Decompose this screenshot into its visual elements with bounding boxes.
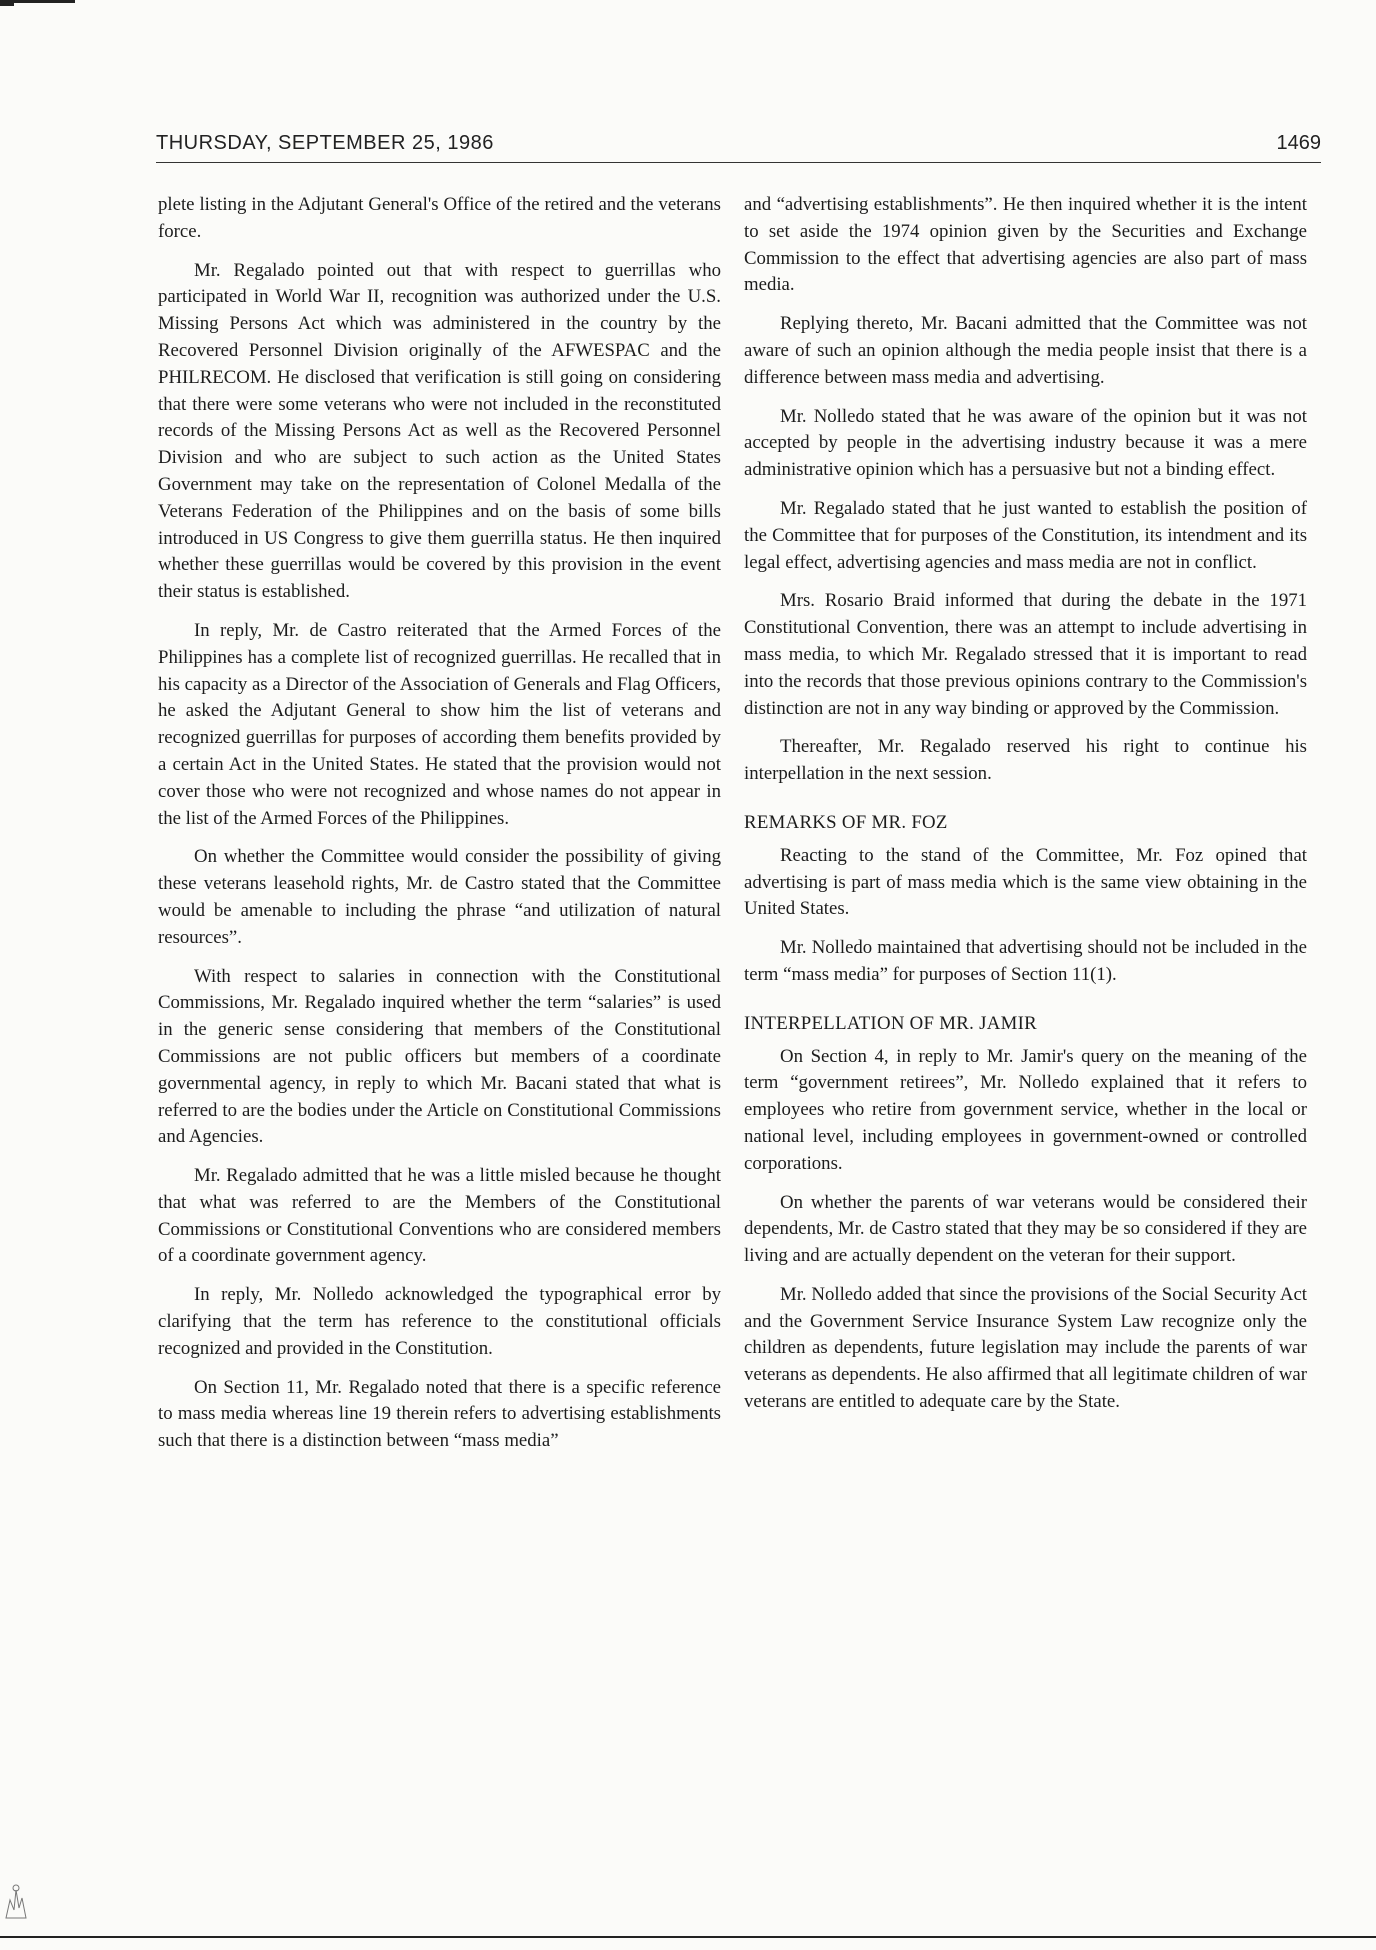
- paragraph: In reply, Mr. de Castro reiterated that the Armed Forces of the Philippines has a complete list of recognized guerrillas. He recalled that in his capacity as a Director of the Association of Generals and Flag Officers, he asked the Adjutant General to show him the list of veterans and recognized guerrillas for purposes of according them benefits provided by a certain Act in the United States. He stated that the provision would not cover those who were not recognized and whose names do not appear in the list of the Armed Forces of the Philippines.: [158, 619, 721, 829]
- paragraph: Mrs. Rosario Braid informed that during the debate in the 1971 Constitutional Convention, there was an attempt to include advertising in mass media, to which Mr. Regalado stressed that it is important to read into the records that those previous opinions contrary to the Commission's distinction are not in any way binding or approved by the Commission.: [744, 590, 1307, 719]
- library-seal-icon: [2, 1880, 30, 1920]
- paragraph: Mr. Regalado stated that he just wanted to establish the position of the Committee that for purposes of the Constitution, its intendment and its legal effect, advertising agencies and mass media are not in conflict.: [744, 497, 1307, 573]
- paragraph: With respect to salaries in connection with the Constitutional Commissions, Mr. Regalado inquired whether the term “salaries” is used in the generic sense considering that members of the Constitutional Commissions are not public officers but members of a coordinate governmental agency, in reply to which Mr. Bacani stated that what is referred to are the bodies under the Article on Constitutional Commissions and Agencies.: [158, 965, 721, 1148]
- paragraph: On Section 11, Mr. Regalado noted that there is a specific reference to mass media whereas line 19 therein refers to advertising establishments such that there is a distinction between “mass media”: [158, 1376, 721, 1452]
- paragraph: plete listing in the Adjutant General's Office of the retired and the veterans force.: [158, 194, 721, 242]
- paragraph: Mr. Nolledo added that since the provisions of the Social Security Act and the Government Service Insurance System Law recognize only the children as dependents, future legislation may include the parents of war veterans as dependents. He also affirmed that all legitimate children of war veterans are entitled to adequate care by the State.: [744, 1283, 1307, 1413]
- section-heading-remarks-foz: REMARKS OF MR. FOZ: [744, 811, 948, 833]
- paragraph: Mr. Nolledo stated that he was aware of the opinion but it was not accepted by people in the advertising industry because it was a mere administrative opinion which has a persuasive but not a binding effect.: [744, 405, 1307, 481]
- paragraph: Mr. Regalado pointed out that with respect to guerrillas who participated in World War II, recognition was authorized under the U.S. Missing Persons Act which was administered in the country by the Recovered Personnel Division originally of the AFWESPAC and the PHILRECOM. He disclosed that verification is still going on considering that there were some veterans who were not included in the reconstituted records of the Missing Persons Act as well as the Recovered Personnel Division and who are subject to such action as the United States Government may take on the representation of Colonel Medalla of the Veterans Federation of the Philippines and on the basis of some bills introduced in US Congress to give them guerrilla status. He then inquired whether these guerrillas would be covered by this provision in the event their status is established.: [158, 259, 721, 603]
- right-column: [744, 192, 1307, 1428]
- section-heading-interpellation-jamir: INTERPELLATION OF MR. JAMIR: [744, 1012, 1037, 1034]
- paragraph: and “advertising establishments”. He then inquired whether it is the intent to set aside the 1974 opinion given by the Securities and Exchange Commission to the effect that advertising agencies are also part of mass media.: [744, 194, 1307, 296]
- paragraph: Thereafter, Mr. Regalado reserved his right to continue his interpellation in the next session.: [744, 736, 1307, 785]
- paragraph: Replying thereto, Mr. Bacani admitted that the Committee was not aware of such an opinion although the media people insist that there is a difference between mass media and advertising.: [744, 313, 1307, 388]
- paragraph: On whether the parents of war veterans would be considered their dependents, Mr. de Castro stated that they may be so considered if they are living and are actually dependent on the veteran for their support.: [744, 1191, 1307, 1267]
- paragraph: Mr. Nolledo maintained that advertising should not be included in the term “mass media” for purposes of Section 11(1).: [744, 937, 1307, 985]
- left-column: [158, 192, 721, 1467]
- header-date: THURSDAY, SEPTEMBER 25, 1986: [156, 132, 494, 154]
- page-header: [156, 132, 1321, 163]
- page-number: 1469: [1276, 132, 1321, 154]
- paragraph: On Section 4, in reply to Mr. Jamir's query on the meaning of the term “government retirees”, Mr. Nolledo explained that it refers to employees who retire from government service, whether in the local or national level, including employees in government-owned or controlled corporations.: [744, 1045, 1307, 1174]
- footer-rule: [0, 1936, 1376, 1938]
- paragraph: In reply, Mr. Nolledo acknowledged the typographical error by clarifying that the term has reference to the constitutional officials recognized and provided in the Constitution.: [158, 1284, 721, 1359]
- scan-corner-mark: [0, 0, 75, 21]
- paragraph: Mr. Regalado admitted that he was a little misled because he thought that what was referred to are the Members of the Constitutional Commissions or Constitutional Conventions who are considered members of a coordinate government agency.: [158, 1165, 721, 1267]
- paragraph: Reacting to the stand of the Committee, Mr. Foz opined that advertising is part of mass media which is the same view obtaining in the United States.: [744, 844, 1307, 920]
- paragraph: On whether the Committee would consider the possibility of giving these veterans leasehold rights, Mr. de Castro stated that the Committee would be amenable to including the phrase “and utilization of natural resources”.: [158, 846, 721, 948]
